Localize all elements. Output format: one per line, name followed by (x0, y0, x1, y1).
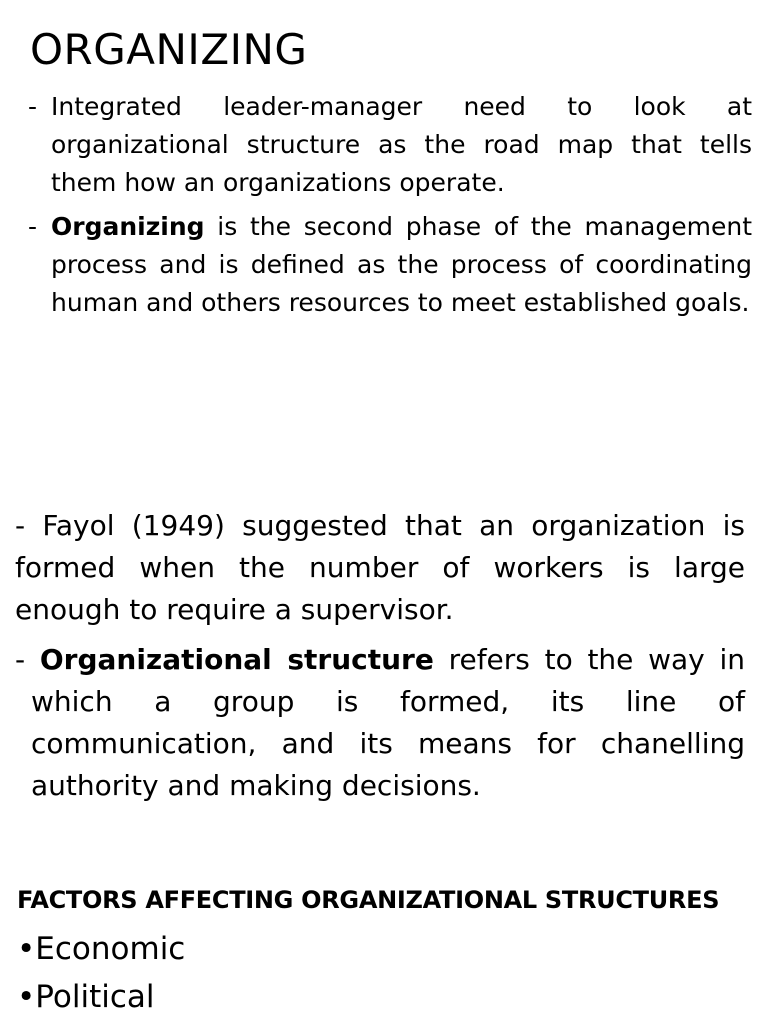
bullet-item-fayol (15, 505, 745, 631)
bullet-text (51, 88, 752, 202)
middle-bullet-list (15, 505, 745, 815)
bullet-bold-term: Organizational structure (39, 643, 434, 676)
bullet-item-organizing (28, 208, 752, 322)
bullet-body: Fayol (1949) suggested that an organization is formed when the number of workers is large enough to require a supervisor. (15, 509, 745, 626)
bullet-dash: - (15, 643, 40, 676)
factors-heading: FACTORS AFFECTING ORGANIZATIONAL STRUCTURES (17, 886, 720, 914)
bullet-body: is the second phase of the management process and is defined as the process of coordinating human and others resources to meet established goals. (51, 212, 752, 317)
slide-title: ORGANIZING (30, 25, 308, 74)
factor-item-political: •Political (17, 979, 155, 1015)
bullet-item-integrated (28, 88, 752, 202)
bullet-dash: - (28, 92, 38, 121)
top-bullet-list (28, 88, 752, 328)
bullet-dash: - (28, 212, 38, 241)
bullet-text (51, 208, 752, 322)
factors-list (17, 926, 185, 1022)
factor-item-economic: •Economic (17, 931, 186, 967)
bullet-body: Integrated leader-manager need to look at organizational structure as the road map that tells them how an organizations operate. (51, 92, 752, 197)
bullet-bold-term: Organizing (51, 212, 205, 241)
bullet-body: refers to the way in which a group is formed, its line of communication, and its means for chanelling authority and making decisions. (31, 643, 745, 802)
bullet-dash: - (15, 509, 43, 542)
bullet-item-organizational-structure (15, 639, 745, 807)
